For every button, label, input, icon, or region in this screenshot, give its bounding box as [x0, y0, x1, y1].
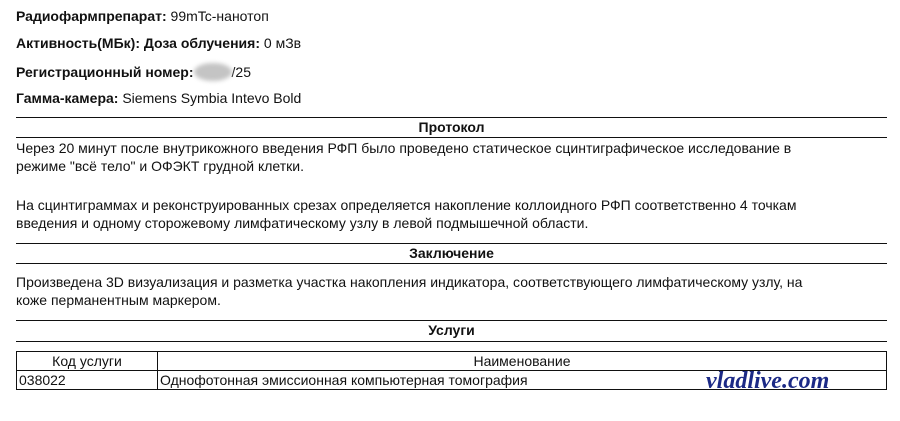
conclusion-top-rule: [16, 243, 887, 244]
radiopharmaceutical-label: Радиофармпрепарат:: [16, 8, 167, 24]
protocol-p2-line2: введения и одному сторожевому лимфатическому узлу в левой подмышечной области.: [16, 215, 589, 231]
protocol-top-rule: [16, 117, 887, 118]
service-name-cell: Однофотонная эмиссионная компьютерная томография: [158, 371, 887, 390]
registration-suffix: /25: [231, 64, 251, 80]
name-column-header: Наименование: [158, 352, 887, 371]
protocol-bottom-rule: [16, 137, 887, 138]
code-column-header: Код услуги: [17, 352, 158, 371]
activity-field: [16, 35, 301, 51]
radiopharmaceutical-value: 99mTc-нанотоп: [170, 8, 269, 24]
conclusion-title: Заключение: [409, 245, 494, 261]
service-code-cell: 038022: [17, 371, 158, 390]
protocol-title: Протокол: [418, 119, 485, 135]
dose-label: Доза облучения:: [143, 35, 260, 51]
conclusion-bottom-rule: [16, 263, 887, 264]
services-title: Услуги: [428, 322, 475, 338]
protocol-p1-line2: режиме "всё тело" и ОФЭКТ грудной клетки.: [16, 158, 304, 174]
gamma-camera-label: Гамма-камера:: [16, 90, 119, 106]
protocol-paragraph-1: [16, 139, 876, 175]
services-top-rule: [16, 320, 887, 321]
protocol-paragraph-2: [16, 196, 876, 232]
watermark: vladlive.com: [706, 368, 830, 394]
services-bottom-rule: [16, 341, 887, 342]
conclusion-line1: Произведена 3D визуализация и разметка участка накопления индикатора, соответствующего лимфатическому узлу, на: [16, 274, 803, 290]
redacted-blur: [194, 63, 232, 81]
conclusion-paragraph: [16, 273, 876, 309]
conclusion-line2: коже перманентным маркером.: [16, 292, 221, 308]
registration-label: Регистрационный номер:: [16, 64, 194, 80]
radiopharmaceutical-field: [16, 8, 269, 24]
gamma-camera-field: [16, 90, 301, 106]
gamma-camera-value: Siemens Symbia Intevo Bold: [122, 90, 302, 106]
registration-field: [16, 63, 251, 81]
activity-label: Активность(МБк):: [16, 35, 140, 51]
protocol-p2-line1: На сцинтиграммах и реконструированных срезах определяется накопление коллоидного РФП соответственно 4 точкам: [16, 197, 797, 213]
protocol-p1-line1: Через 20 минут после внутрикожного введения РФП было проведено статическое сцинтиграфическое исследование в: [16, 140, 792, 156]
dose-value: 0 мЗв: [263, 35, 302, 51]
